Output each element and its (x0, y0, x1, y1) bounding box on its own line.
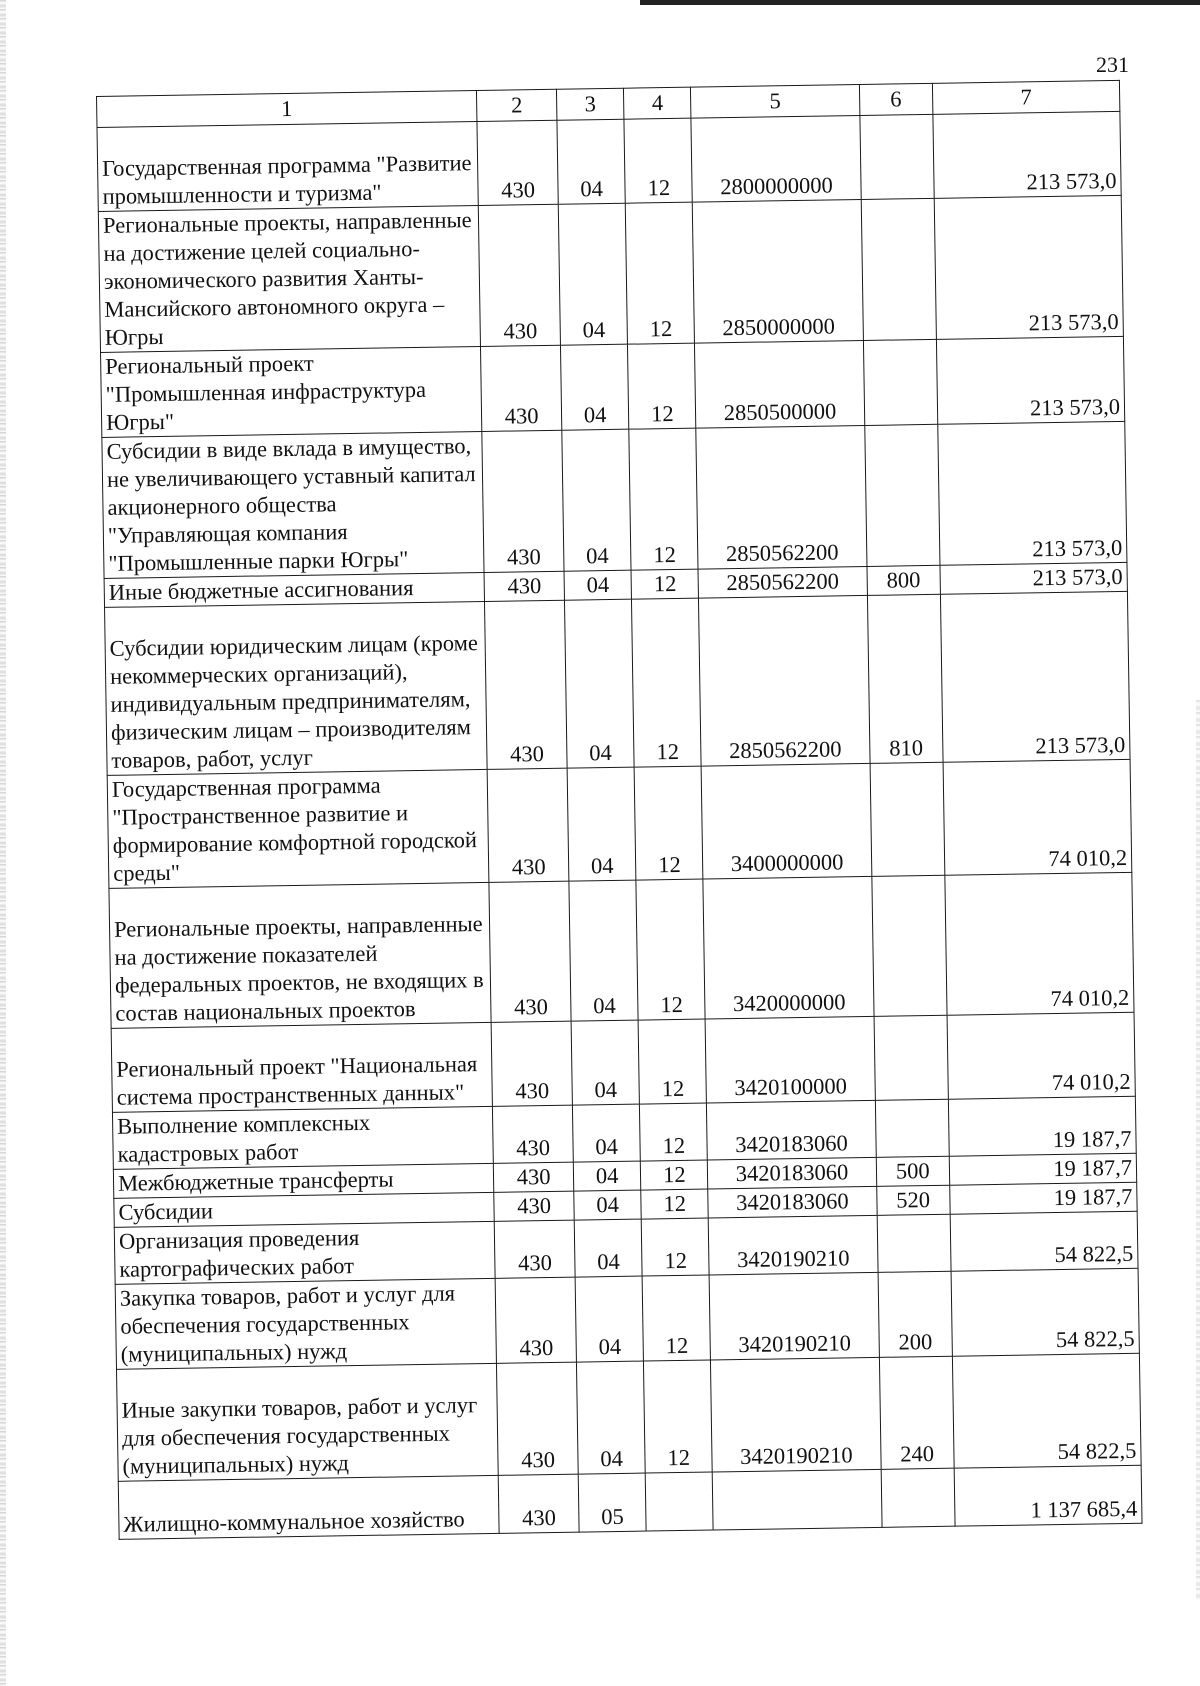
row-code-4: 12 (644, 1360, 713, 1473)
row-code-3: 04 (562, 429, 631, 571)
row-code-4: 12 (641, 1218, 709, 1276)
row-code-4: 12 (636, 879, 705, 1020)
row-code-5: 3420183060 (708, 1157, 876, 1189)
header-cell: 7 (932, 80, 1119, 114)
header-cell: 5 (691, 85, 860, 119)
row-code-3: 04 (560, 344, 629, 430)
row-code-6 (859, 114, 934, 199)
row-amount: 213 573,0 (933, 111, 1121, 198)
row-code-5: 2850000000 (693, 200, 863, 344)
row-code-4: 12 (641, 1160, 709, 1190)
row-name: Межбюджетные трансферты (113, 1163, 494, 1198)
row-amount: 54 822,5 (952, 1353, 1141, 1468)
row-code-2: 430 (491, 1021, 572, 1106)
row-code-2: 430 (497, 1362, 579, 1475)
row-code-5: 2850562200 (699, 595, 870, 766)
row-name: Региональный проект "Национальная система пространственных данных" (111, 1022, 492, 1112)
row-code-3: 04 (567, 767, 636, 881)
row-code-3: 04 (564, 599, 634, 768)
row-code-5: 3420100000 (706, 1016, 875, 1103)
row-code-2: 430 (485, 600, 567, 769)
row-code-6: 800 (866, 565, 940, 595)
row-code-6: 200 (878, 1271, 953, 1357)
row-name: Государственная программа "Развитие промышленности и туризма" (97, 122, 478, 212)
row-code-2: 430 (493, 1105, 574, 1163)
header-cell: 2 (477, 89, 557, 121)
row-amount: 213 573,0 (936, 336, 1124, 424)
row-amount: 213 573,0 (940, 591, 1130, 762)
row-code-6 (864, 424, 940, 566)
row-name: Иные закупки товаров, работ и услуг для обеспечения государственных (муниципальных) нужд (117, 1363, 499, 1481)
row-amount: 74 010,2 (945, 872, 1134, 1015)
header-cell: 4 (624, 87, 692, 119)
scan-top-rule (640, 0, 1200, 5)
row-amount: 19 187,7 (949, 1153, 1136, 1185)
row-code-3: 04 (575, 1276, 644, 1362)
table-row (105, 591, 1131, 775)
row-code-5: 3420190210 (710, 1272, 879, 1360)
page-number: 231 (1096, 52, 1129, 77)
row-code-4: 12 (628, 343, 697, 429)
row-code-2: 430 (489, 881, 571, 1022)
row-name: Иные бюджетные ассигнования (104, 572, 485, 607)
row-amount: 19 187,7 (950, 1182, 1137, 1214)
row-code-4: 12 (625, 202, 694, 344)
row-name: Субсидии юридическим лицам (кроме некоммерческих организаций), индивидуальным предпринимателям, физическим лицам – производителям товаров, работ, услуг (105, 601, 488, 775)
row-code-6: 500 (876, 1156, 950, 1186)
row-code-3: 04 (571, 1020, 640, 1105)
row-code-3: 04 (558, 203, 627, 345)
table-row (102, 421, 1127, 578)
header-cell: 6 (859, 83, 933, 115)
row-code-5 (713, 1469, 882, 1530)
row-code-2: 430 (482, 430, 564, 572)
row-amount: 54 822,5 (951, 1268, 1139, 1356)
table-row (109, 872, 1134, 1028)
row-amount: 213 573,0 (940, 562, 1127, 594)
row-code-6: 810 (867, 594, 943, 763)
row-code-5: 2850562200 (698, 566, 866, 598)
header-cell: 3 (556, 88, 624, 120)
row-code-2: 430 (477, 120, 558, 205)
row-code-2: 430 (498, 1474, 579, 1533)
row-code-5: 3420190210 (711, 1357, 881, 1472)
row-code-5: 3420183060 (708, 1186, 876, 1218)
row-code-4: 12 (624, 118, 693, 203)
row-code-5: 3420190210 (709, 1215, 878, 1275)
row-code-4: 12 (629, 428, 698, 570)
row-code-5: 2850500000 (695, 340, 864, 428)
row-amount: 213 573,0 (938, 421, 1127, 565)
row-name: Региональные проекты, направленные на достижение показателей федеральных проектов, не входящих в состав национальных проектов (109, 882, 491, 1028)
table-row (115, 1268, 1139, 1369)
row-code-5: 3420183060 (707, 1100, 876, 1160)
row-code-2: 430 (481, 345, 562, 431)
row-code-2: 430 (494, 1162, 574, 1192)
row-name: Субсидии (114, 1192, 495, 1227)
row-code-3: 04 (573, 1161, 641, 1191)
row-name: Выполнение комплексных кадастровых работ (112, 1106, 493, 1169)
table-row (98, 195, 1123, 352)
row-code-6 (874, 1015, 949, 1100)
row-name: Государственная программа "Пространственное развитие и формирование комфортной городской среды" (107, 769, 489, 888)
row-name: Организация проведения картографических работ (114, 1221, 495, 1284)
row-amount: 54 822,5 (950, 1211, 1138, 1271)
row-amount: 213 573,0 (934, 195, 1123, 339)
row-code-2: 430 (484, 571, 564, 601)
row-code-2: 430 (494, 1220, 575, 1278)
row-name: Региональные проекты, направленные на достижение целей социально-экономического развития Ханты-Мансийского автономного округа – Югры (98, 206, 480, 353)
row-code-4: 12 (632, 598, 702, 767)
row-code-3: 04 (569, 880, 638, 1021)
row-code-3: 04 (576, 1361, 645, 1474)
row-code-4: 12 (641, 1189, 709, 1219)
row-code-6 (870, 762, 945, 876)
row-code-4: 12 (631, 569, 699, 599)
row-code-4: 12 (638, 1019, 707, 1104)
row-code-2: 430 (487, 768, 569, 882)
row-code-6: 520 (876, 1185, 950, 1215)
row-code-3: 04 (574, 1219, 642, 1277)
row-code-6 (861, 198, 937, 340)
row-code-4 (645, 1472, 713, 1531)
row-name: Жилищно-коммунальное хозяйство (118, 1475, 499, 1539)
row-code-5: 3400000000 (702, 763, 872, 879)
row-code-6: 240 (879, 1356, 954, 1469)
scan-left-edge (0, 0, 6, 1686)
row-code-2: 430 (495, 1277, 576, 1363)
row-code-4: 12 (642, 1275, 711, 1361)
scan-right-edge (1196, 700, 1200, 1600)
row-code-5: 3420000000 (703, 876, 873, 1019)
row-code-6 (881, 1468, 955, 1527)
table-row (97, 111, 1121, 211)
budget-table (96, 80, 1143, 1540)
row-code-6 (871, 875, 947, 1016)
row-code-3: 04 (574, 1190, 642, 1220)
row-code-6 (863, 339, 938, 425)
table-row (107, 759, 1132, 888)
header-cell: 1 (97, 91, 478, 128)
table-row (101, 336, 1125, 437)
row-code-3: 05 (578, 1473, 646, 1532)
row-code-2: 430 (494, 1191, 574, 1221)
row-code-3: 04 (557, 119, 626, 204)
row-code-6 (875, 1099, 949, 1157)
row-amount: 1 137 685,4 (954, 1465, 1142, 1526)
row-amount: 74 010,2 (943, 759, 1132, 875)
row-amount: 74 010,2 (947, 1012, 1135, 1099)
row-name: Закупка товаров, работ и услуг для обеспечения государственных (муниципальных) нужд (115, 1278, 496, 1369)
row-name: Субсидии в виде вклада в имущество, не увеличивающего уставный капитал акционерного общества "Управляющая компания "Промышленные парки Югры" (102, 431, 484, 578)
table-row (111, 1012, 1135, 1112)
row-code-5: 2800000000 (691, 116, 860, 203)
row-code-3: 04 (572, 1104, 640, 1162)
row-code-4: 12 (640, 1103, 708, 1161)
row-name: Региональный проект "Промышленная инфраструктура Югры" (101, 346, 482, 437)
row-code-4: 12 (634, 766, 703, 880)
row-amount: 19 187,7 (948, 1096, 1136, 1156)
row-code-2: 430 (478, 204, 560, 346)
row-code-6 (877, 1214, 951, 1272)
row-code-5: 2850562200 (696, 425, 866, 569)
table-row (117, 1353, 1142, 1481)
row-code-3: 04 (564, 570, 632, 600)
